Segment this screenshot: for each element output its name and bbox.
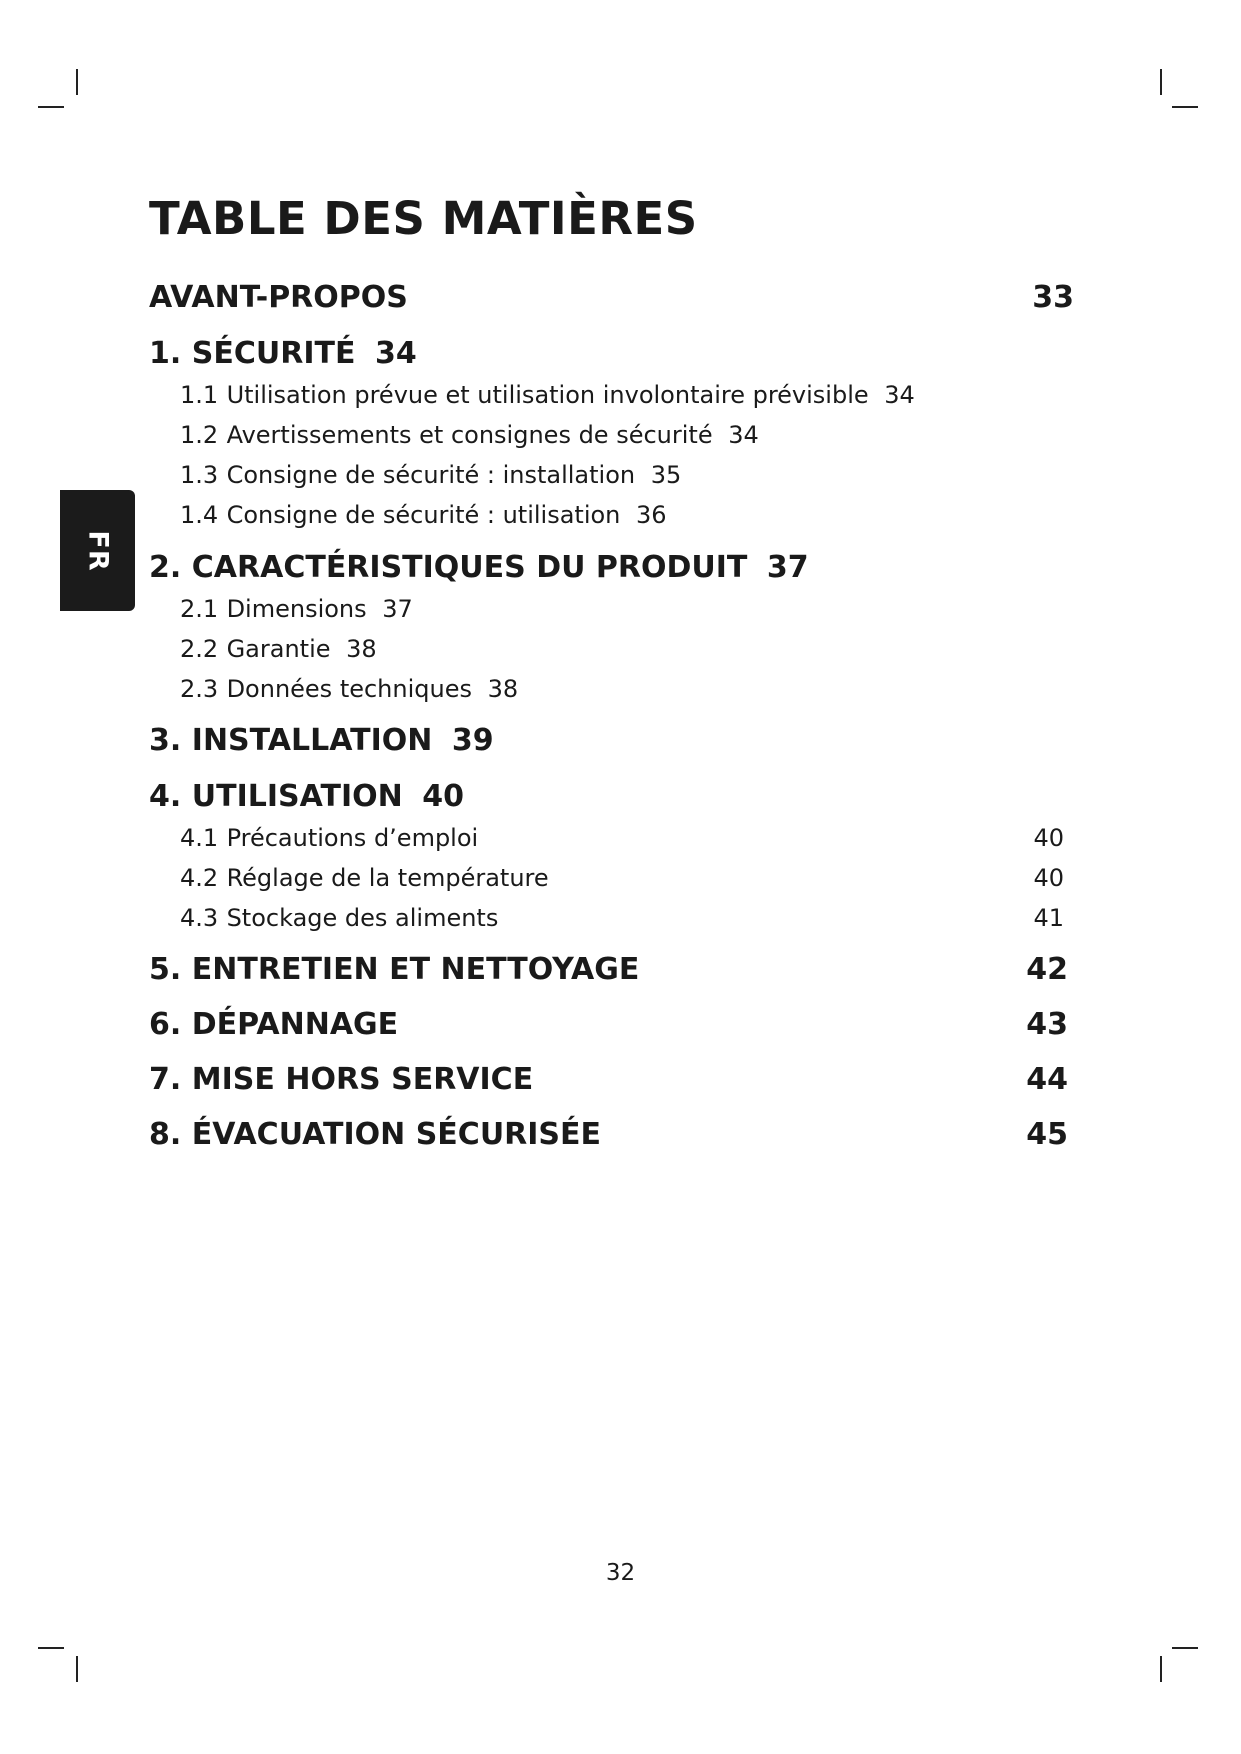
page-number: 32	[605, 1560, 636, 1586]
toc-entry-1-3[interactable]	[180, 461, 681, 489]
toc-entry-number: 7.	[149, 1062, 182, 1097]
toc-entry-page: 37	[766, 550, 809, 585]
toc-entry-number: 1.4	[180, 501, 219, 529]
crop-mark	[76, 69, 78, 95]
page-title: TABLE DES MATIÈRES	[149, 192, 698, 245]
toc-entry-number: 2.3	[180, 675, 219, 703]
toc-entry-title: Réglage de la température	[226, 864, 549, 892]
toc-entry-1-2[interactable]	[180, 421, 759, 449]
toc-entry-title: AVANT-PROPOS	[149, 280, 408, 315]
toc-entry-number: 6.	[149, 1007, 182, 1042]
toc-entry-4-3[interactable]	[180, 904, 1084, 932]
toc-entry-title: INSTALLATION	[191, 723, 433, 758]
toc-entry-title: ENTRETIEN ET NETTOYAGE	[191, 952, 640, 987]
toc-entry-page: 39	[451, 723, 494, 758]
toc-entry-page: 43	[1026, 1007, 1068, 1042]
toc-entry-title: Consigne de sécurité : utilisation	[226, 501, 621, 529]
table-of-contents	[149, 0, 1084, 1754]
toc-entry-title: SÉCURITÉ	[191, 336, 356, 371]
toc-entry-foreword[interactable]	[149, 280, 1084, 315]
toc-entry-4-1[interactable]	[180, 824, 1084, 852]
toc-entry-title: MISE HORS SERVICE	[191, 1062, 534, 1097]
toc-entry-section-4[interactable]	[149, 779, 464, 814]
crop-mark	[1172, 1647, 1198, 1649]
toc-entry-page: 36	[636, 501, 667, 529]
toc-entry-page: 38	[487, 675, 519, 703]
toc-entry-4-2[interactable]	[180, 864, 1084, 892]
toc-entry-title: DÉPANNAGE	[191, 1007, 399, 1042]
toc-entry-2-1[interactable]	[180, 595, 413, 623]
language-tab	[60, 490, 135, 611]
toc-entry-2-3[interactable]	[180, 675, 518, 703]
toc-entry-page: 40	[422, 779, 465, 814]
toc-entry-title: UTILISATION	[191, 779, 403, 814]
language-tab-label: FR	[82, 529, 113, 572]
toc-entry-number: 1.3	[180, 461, 219, 489]
toc-entry-page: 40	[1033, 864, 1064, 892]
toc-entry-number: 1.2	[180, 421, 219, 449]
toc-entry-page: 38	[346, 635, 377, 663]
toc-entry-title: Stockage des aliments	[226, 904, 499, 932]
crop-mark	[1160, 1656, 1162, 1682]
toc-entry-1-1[interactable]	[180, 381, 915, 409]
toc-entry-section-8[interactable]	[149, 1117, 1084, 1152]
toc-entry-page: 34	[374, 336, 417, 371]
toc-entry-number: 2.1	[180, 595, 219, 623]
toc-entry-section-5[interactable]	[149, 952, 1084, 987]
toc-entry-title: Dimensions	[226, 595, 367, 623]
toc-entry-title: Données techniques	[226, 675, 472, 703]
crop-mark	[1160, 69, 1162, 95]
toc-entry-section-2[interactable]	[149, 550, 809, 585]
toc-entry-number: 2.	[149, 550, 182, 585]
toc-entry-section-3[interactable]	[149, 723, 494, 758]
toc-entry-title: Utilisation prévue et utilisation involontaire prévisible	[226, 381, 869, 409]
toc-entry-page: 40	[1033, 824, 1064, 852]
toc-entry-title: Précautions d’emploi	[226, 824, 479, 852]
toc-entry-section-6[interactable]	[149, 1007, 1084, 1042]
toc-entry-title: Consigne de sécurité : installation	[226, 461, 636, 489]
crop-mark	[38, 106, 64, 108]
toc-entry-title: CARACTÉRISTIQUES DU PRODUIT	[191, 550, 748, 585]
crop-mark	[1172, 106, 1198, 108]
toc-entry-number: 1.1	[180, 381, 219, 409]
toc-entry-1-4[interactable]	[180, 501, 667, 529]
toc-entry-title: Avertissements et consignes de sécurité	[226, 421, 713, 449]
toc-entry-page: 41	[1033, 904, 1064, 932]
toc-entry-title: ÉVACUATION SÉCURISÉE	[191, 1117, 602, 1152]
crop-mark	[76, 1656, 78, 1682]
toc-entry-page: 33	[1032, 280, 1074, 315]
toc-entry-number: 1.	[149, 336, 182, 371]
toc-entry-number: 4.3	[180, 904, 219, 932]
toc-entry-number: 4.1	[180, 824, 219, 852]
toc-entry-number: 3.	[149, 723, 182, 758]
toc-entry-title: Garantie	[226, 635, 331, 663]
toc-entry-page: 34	[728, 421, 759, 449]
toc-entry-page: 35	[650, 461, 682, 489]
toc-entry-page: 45	[1026, 1117, 1068, 1152]
toc-entry-number: 4.2	[180, 864, 219, 892]
toc-entry-number: 2.2	[180, 635, 219, 663]
toc-entry-section-1[interactable]	[149, 336, 417, 371]
crop-mark	[38, 1647, 64, 1649]
toc-entry-number: 8.	[149, 1117, 182, 1152]
toc-entry-number: 4.	[149, 779, 182, 814]
toc-entry-number: 5.	[149, 952, 182, 987]
toc-entry-page: 42	[1026, 952, 1068, 987]
toc-entry-page: 44	[1026, 1062, 1068, 1097]
toc-entry-2-2[interactable]	[180, 635, 377, 663]
toc-entry-page: 37	[382, 595, 413, 623]
toc-entry-section-7[interactable]	[149, 1062, 1084, 1097]
toc-entry-page: 34	[884, 381, 915, 409]
